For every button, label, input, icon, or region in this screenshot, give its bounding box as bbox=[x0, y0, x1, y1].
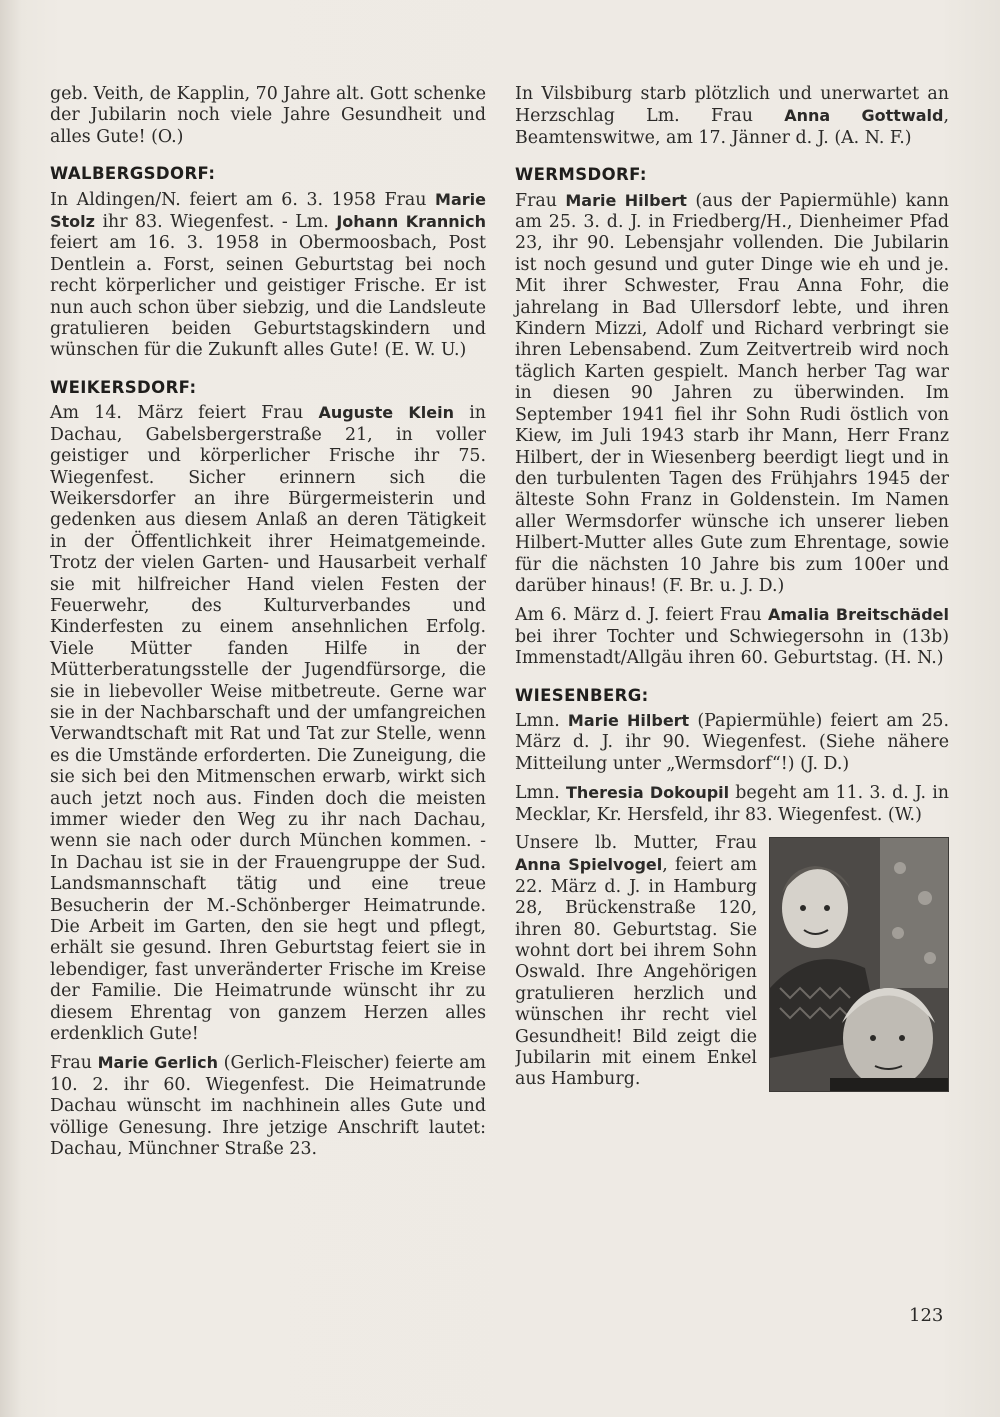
weikersdorf-paragraph-1 bbox=[50, 402, 486, 1045]
text-span: (Gerlich-Fleischer) feierte am 10. 2. ihr 60. Wiegenfest. Die Heimatrunde Dachau wünscht im nachhinein alles Gute und völlige Genesung. Ihre jetzige Anschrift lautet: Dachau, Münchner Straße 23. bbox=[50, 1053, 486, 1160]
person-name: Anna Gottwald bbox=[784, 106, 944, 126]
person-name: Theresia Dokoupil bbox=[565, 783, 730, 803]
heading-weikersdorf: WEIKERSDORF: bbox=[50, 377, 197, 397]
person-name: Auguste Klein bbox=[318, 403, 454, 423]
person-name: Marie Stolz bbox=[50, 189, 486, 232]
wiesenberg-paragraph-2 bbox=[515, 782, 949, 826]
person-name: Amalia Breitschädel bbox=[767, 605, 949, 625]
text-span: In Vilsbiburg starb plötzlich und unerwartet an Herzschlag Lm. Frau bbox=[515, 84, 949, 127]
text-span: Frau bbox=[515, 190, 566, 211]
walbergsdorf-paragraph bbox=[50, 189, 486, 362]
text-span: (Papiermühle) feiert am 25. März d. J. ihr 90. Wiegenfest. (Siehe nähere Mitteilung unter „Wermsdorf“!) (J. D.) bbox=[515, 710, 949, 774]
wermsdorf-paragraph-2 bbox=[515, 604, 949, 669]
text-span: feiert am 16. 3. 1958 in Obermoosbach, Post Dentlein a. Forst, seinen Geburtstag bei noch recht körperlicher und geistiger Frische. Er ist nun auch schon über siebzig, und die Landsleute gratulieren beiden Geburtstagskindern und wünschen für die Zukunft alles Gute! (E. W. U.) bbox=[50, 233, 486, 361]
text-span: begeht am 11. 3. d. J. in Mecklar, Kr. Hersfeld, ihr 83. Wiegenfest. (W.) bbox=[515, 783, 950, 825]
text-span: , feiert am 22. März d. J. in Hamburg 28, Brückenstraße 120, ihren 80. Geburtstag. Sie wohnt dort bei ihrem Sohn Oswald. Ihre Angehörigen gratulieren herzlich und wünschen ihr recht viel Gesundheit! Bild zeigt die Jubilarin mit einem Enkel aus Hamburg. bbox=[515, 855, 757, 1090]
person-name: Anna Spielvogel bbox=[515, 855, 663, 875]
text-span: ihr 83. Wiegenfest. - Lm. bbox=[94, 212, 337, 233]
text-span: (aus der Papiermühle) kann am 25. 3. d. J. in Friedberg/H., Dienheimer Pfad 23, ihr 90. Lebensjahr vollenden. Die Jubilarin ist noch gesund und guter Dinge wie eh und je. Mit ihrer Schwester, Frau Anna Fohr, die jahrelang in Bad Ullersdorf lebte, und ihren Kindern Mizzi, Adolf und Richard verbringt sie ihren Lebensabend. Zum Zeitvertreib wird noch täglich Karten gespielt. Manch herber Tag war in diesen 90 Jahren zu überwinden. Im September 1941 fiel ihr Sohn Rudi östlich von Kiew, im Juli 1943 starb ihr Mann, Herr Franz Hilbert, der in Wiesenberg beerdigt liegt und in den turbulenten Tagen des Frühjahrs 1945 der älteste Sohn Franz in Goldenstein. Im Namen aller Wermsdorfer wünsche ich unserer lieben Hilbert-Mutter alles Gute zum Ehrentage, sowie für die nächsten 10 Jahre bis zum 100er und darüber hinaus! (F. Br. u. J. D.) bbox=[515, 190, 949, 596]
weikersdorf-paragraph-2 bbox=[50, 1052, 486, 1160]
page-number: 123 bbox=[909, 1305, 944, 1326]
person-name: Marie Hilbert bbox=[565, 190, 687, 210]
wermsdorf-paragraph-1 bbox=[515, 190, 949, 598]
text-span: In Aldingen/N. feiert am 6. 3. 1958 Frau bbox=[50, 189, 436, 210]
vilsbiburg-paragraph bbox=[515, 84, 949, 149]
text-span: Lmn. bbox=[515, 710, 568, 731]
person-name: Johann Krannich bbox=[336, 212, 487, 232]
person-name: Marie Hilbert bbox=[567, 710, 690, 730]
wiesenberg-paragraph-1 bbox=[515, 710, 949, 775]
person-name: Marie Gerlich bbox=[97, 1053, 218, 1073]
heading-wermsdorf: WERMSDORF: bbox=[515, 165, 647, 185]
text-span: in Dachau, Gabelsbergerstraße 21, in voller geistiger und körperlicher Frische ihr 75. Wiegenfest. Sicher erinnern sich die Weikersdorfer an ihre Bürgermeisterin und gedenken aus diesem Anlaß an deren Tätigkeit in der Öffentlichkeit ihrer Heimatgemeinde. Trotz der vielen Garten- und Hausarbeit verhalf sie mit hilfreicher Hand vielen Festen der Feuerwehr, des Kulturverbandes und Kinderfesten zu einem ansehnlichen Erfolg. Viele Mütter fanden Hilfe in der Mütterberatungsstelle der Jugendfürsorge, die sie in liebevoller Weise mitbetreute. Gerne war sie in der Nachbarschaft und der umfangreichen Verwandtschaft mit Rat und Tat zur Stelle, wenn es die Umstände erforderten. Die Zuneigung, die sie sich bei den Mitmenschen erwarb, wirkt sich auch jetzt noch aus. Finden doch die meisten immer wieder den Weg zu ihr nach Dachau, wenn sie nach oder durch München kommen. - In Dachau ist sie in der Frauengruppe der Sud. Landsmannschaft tätig und eine treue Besucherin der M.-Schönberger Heimatrunde. Die Arbeit im Garten, den sie hegt und pflegt, erhält sie gesund. Ihren Geburtstag feiert sie in lebendiger, fast unveränderter Frische im Kreise der Familie. Die Heimatrunde wünscht ihr zu diesem Ehrentag von ganzem Herzen alles erdenklich Gute! bbox=[50, 403, 486, 1045]
text-span: Lmn. bbox=[515, 783, 566, 804]
heading-wiesenberg: WIESENBERG: bbox=[515, 685, 649, 705]
photo-illustration bbox=[770, 838, 948, 1091]
text-span: Frau bbox=[50, 1053, 98, 1074]
left-column bbox=[50, 84, 486, 1168]
intro-paragraph: geb. Veith, de Kapplin, 70 Jahre alt. Gott schenke der Jubilarin noch viele Jahre Gesundheit und alles Gute! (O.) bbox=[50, 84, 486, 147]
text-span: Am 14. März feiert Frau bbox=[50, 403, 319, 424]
photo-block bbox=[515, 833, 949, 1098]
text-span: , Beamtenswitwe, am 17. Jänner d. J. (A. N. F.) bbox=[515, 106, 949, 148]
text-span: Am 6. März d. J. feiert Frau bbox=[515, 605, 768, 626]
portrait-photo bbox=[769, 837, 949, 1092]
right-column bbox=[515, 84, 949, 1098]
text-span: bei ihrer Tochter und Schwiegersohn in (13b) Immenstadt/Allgäu ihren 60. Geburtstag. (H. N.) bbox=[515, 626, 949, 669]
text-span: Unsere lb. Mutter, Frau bbox=[515, 833, 757, 853]
heading-walbergsdorf: WALBERGSDORF: bbox=[50, 164, 216, 184]
